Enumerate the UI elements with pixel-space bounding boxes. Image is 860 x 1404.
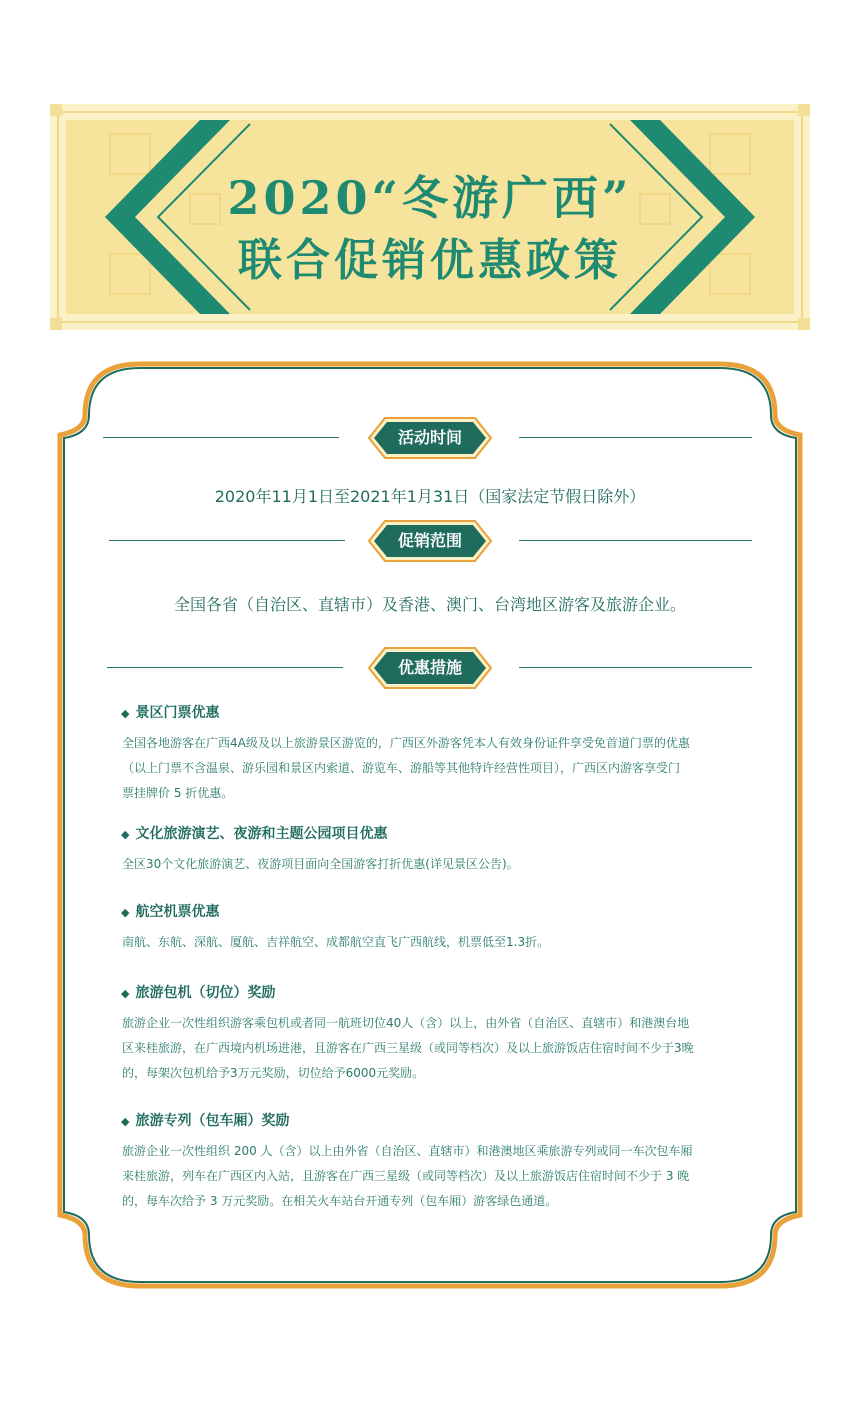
section-title-time: 活动时间: [397, 428, 462, 447]
diamond-bullet-icon: ◆: [121, 987, 130, 1000]
measure-item-body: 全区30个文化旅游演艺、夜游项目面向全国游客打折优惠(详见景区公告)。: [122, 857, 519, 871]
measure-item-body: 旅游企业一次性组织 200 人（含）以上由外省（自治区、直辖市）和港澳地区乘旅游专列或同一车次包车厢 来桂旅游，列车在广西区内入站，且游客在广西三星级（或同等档次）及以上旅游饭店住宿时间不少于 3 晚 的，每车次给予 3 万元奖励。在相关火车站台开通专列（包车厢）游客绿色通道。: [122, 1144, 693, 1208]
banner-title-line2: 联合促销优惠政策: [238, 235, 622, 286]
measure-item-title: ◆ 旅游包机（切位）奖励: [121, 985, 276, 1001]
activity-time-text: 2020年11月1日至2021年1月31日（国家法定节假日除外）: [214, 487, 646, 506]
section-badge: [367, 416, 493, 460]
section-header-measures: [0, 646, 860, 690]
section-header-scope: [0, 519, 860, 563]
scope-text: 全国各省（自治区、直辖市）及香港、澳门、台湾地区游客及旅游企业。: [173, 595, 686, 614]
diamond-bullet-icon: ◆: [121, 906, 130, 919]
divider-line: [103, 437, 339, 438]
measure-item-title: ◆ 航空机票优惠: [121, 904, 220, 920]
divider-line: [519, 437, 752, 438]
diamond-bullet-icon: ◆: [121, 1115, 130, 1128]
divider-line: [519, 540, 752, 541]
diamond-bullet-icon: ◆: [121, 707, 130, 720]
measure-item-title: ◆ 景区门票优惠: [121, 705, 220, 721]
section-title-scope: 促销范围: [397, 531, 462, 550]
measure-item-title: ◆ 文化旅游演艺、夜游和主题公园项目优惠: [121, 826, 388, 842]
measure-item-body: 南航、东航、深航、厦航、吉祥航空、成都航空直飞广西航线，机票低至1.3折。: [122, 935, 550, 949]
section-header-time: [0, 416, 860, 460]
measure-item-title: ◆ 旅游专列（包车厢）奖励: [121, 1113, 290, 1129]
divider-line: [519, 667, 752, 668]
title-banner: [50, 104, 810, 330]
section-badge: [367, 519, 493, 563]
divider-line: [107, 667, 343, 668]
section-title-measures: 优惠措施: [397, 658, 462, 677]
banner-title-line1: 2020“冬游广西”: [227, 171, 633, 225]
measure-item-body: 旅游企业一次性组织游客乘包机或者同一航班切位40人（含）以上，由外省（自治区、直辖市）和港澳台地 区来桂旅游，在广西境内机场进港，且游客在广西三星级（或同等档次）及以上旅游饭店住宿时间不少于3晚 的，每架次包机给予3万元奖励，切位给予6000元奖励。: [122, 1016, 694, 1080]
section-badge: [367, 646, 493, 690]
diamond-bullet-icon: ◆: [121, 828, 130, 841]
measure-item-body: 全国各地游客在广西4A级及以上旅游景区游览的，广西区外游客凭本人有效身份证件享受免首道门票的优惠 （以上门票不含温泉、游乐园和景区内索道、游览车、游船等其他特许经营性项目），广西区内游客享受门 票挂牌价 5 折优惠。: [122, 736, 690, 800]
divider-line: [109, 540, 345, 541]
